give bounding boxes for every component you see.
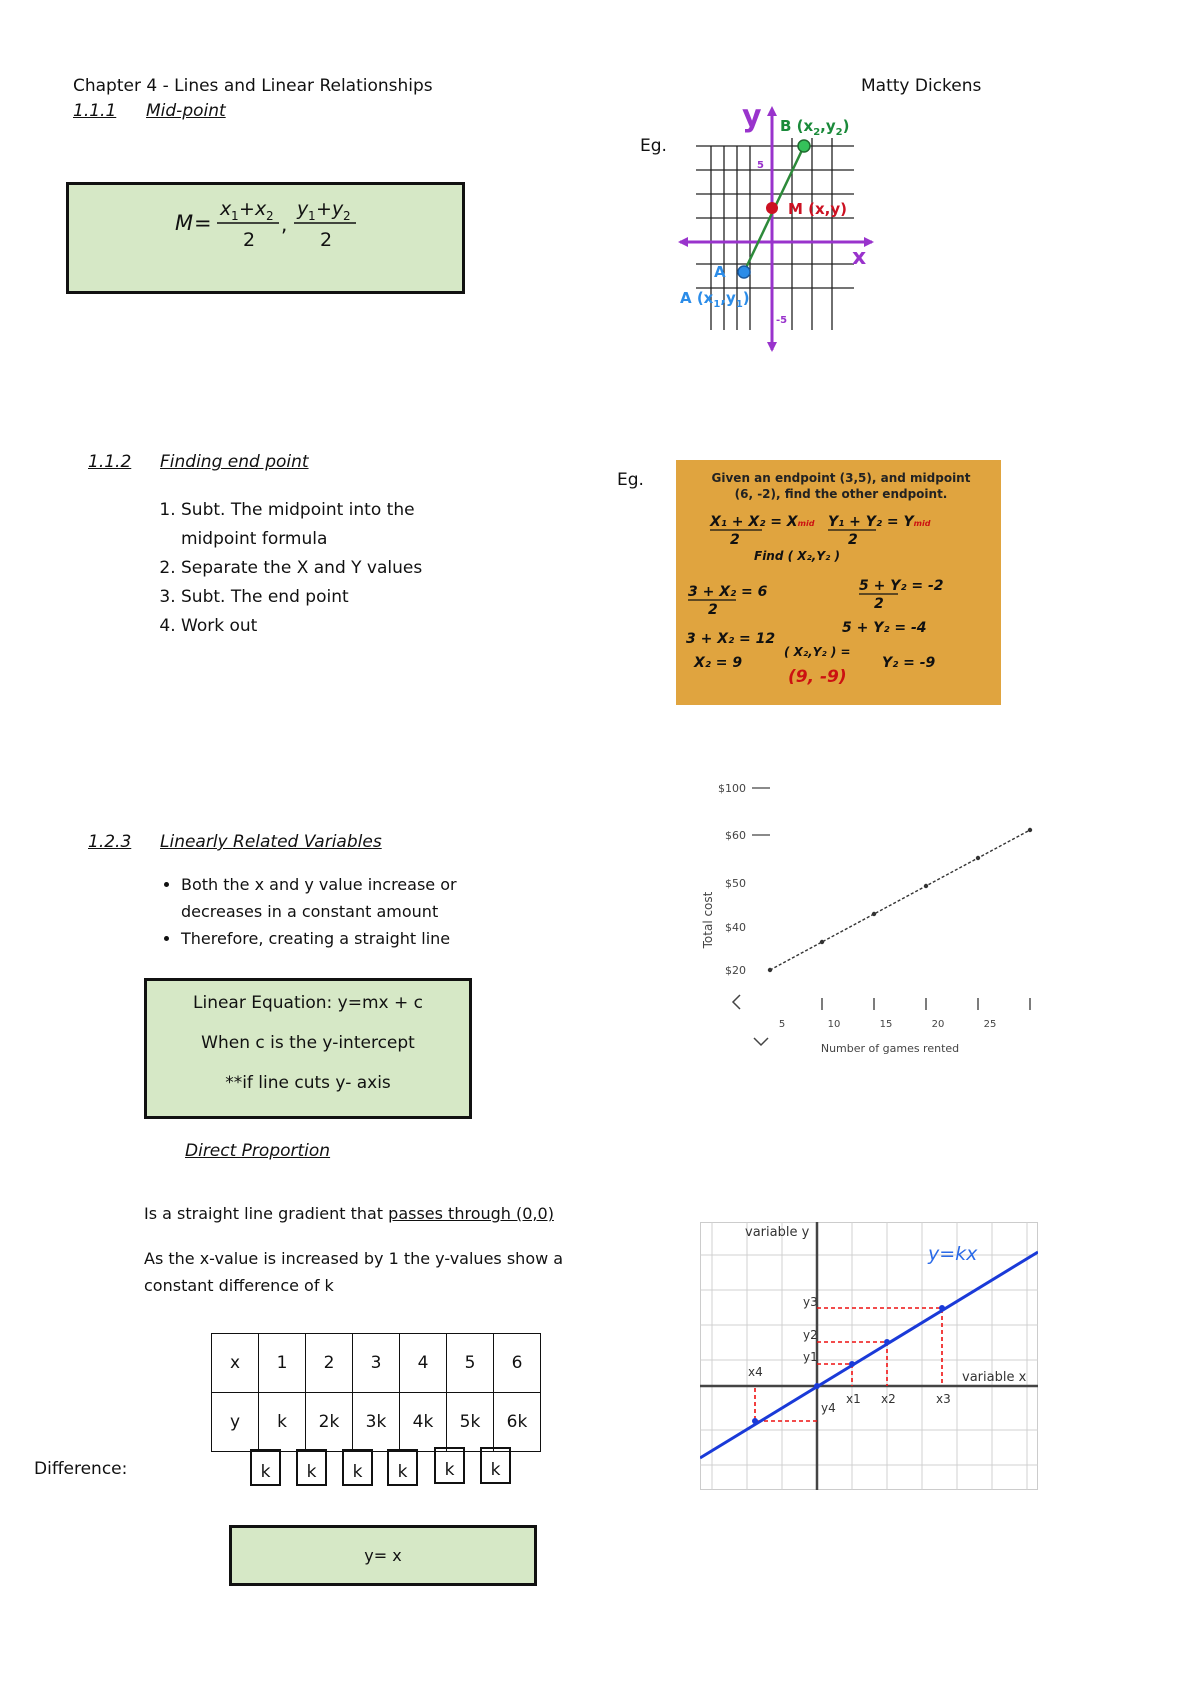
section-heading-linear: Linearly Related Variables [160, 832, 382, 852]
section-heading-midpoint: Mid-point [146, 101, 226, 121]
formula-y1: y [297, 198, 309, 220]
y-axis-label: y [742, 99, 762, 134]
x-tick-label: 15 [879, 1019, 893, 1030]
answer-text: y= x [364, 1546, 402, 1565]
difference-box: k [480, 1447, 511, 1484]
svg-text:5 + Y₂ = -4: 5 + Y₂ = -4 [842, 620, 927, 636]
x-tick-label: 10 [827, 1019, 841, 1030]
x-tick-label: 5 [778, 1019, 786, 1030]
svg-text:( X₂,Y₂ ) =: ( X₂,Y₂ ) = [784, 645, 851, 659]
svg-text:x2: x2 [881, 1392, 896, 1406]
chevron-left-icon [733, 995, 740, 1009]
y-tick-label: $50 [725, 877, 746, 890]
x-axis-label: Number of games rented [820, 1042, 960, 1055]
svg-text:y2: y2 [803, 1328, 818, 1342]
svg-text:2: 2 [874, 596, 884, 612]
table-cell: 5k [447, 1393, 494, 1452]
table-cell: 3 [353, 1334, 400, 1393]
direct-proportion-chart [700, 1222, 1038, 1490]
worked-example [676, 460, 1001, 705]
direct-proportion-heading: Direct Proportion [185, 1141, 331, 1161]
table-cell: 2k [306, 1393, 353, 1452]
svg-text:Find ( X₂,Y₂ ): Find ( X₂,Y₂ ) [754, 549, 840, 563]
svg-text:1: 1 [308, 209, 316, 223]
result-value: (9, -9) [788, 667, 847, 687]
svg-text:2: 2 [266, 209, 274, 223]
formula-x2: x [255, 198, 267, 220]
difference-box: k [434, 1447, 465, 1484]
svg-text:2: 2 [848, 532, 858, 548]
worked-example-card [676, 460, 1001, 705]
svg-text:X₂ = 9: X₂ = 9 [694, 655, 743, 671]
svg-text:3 + X₂ = 6: 3 + X₂ = 6 [688, 584, 768, 600]
label-m: M (x,y) [788, 200, 848, 218]
x-axis-label: variable x [962, 1370, 1027, 1385]
list-item: 2. Separate the X and Y values [181, 554, 475, 583]
point-m [766, 202, 778, 214]
direct-proportion-para1: Is a straight line gradient that passes through (0,0) [144, 1204, 554, 1223]
svg-text:Given an endpoint (3,5), and m: Given an endpoint (3,5), and midpoint [711, 471, 971, 485]
svg-text:5 + Y₂ = -2: 5 + Y₂ = -2 [859, 578, 944, 594]
table-cell: x [212, 1334, 259, 1393]
y-tick-label: $100 [718, 782, 746, 795]
author-name: Matty Dickens [861, 76, 982, 96]
y-axis-label: variable y [745, 1225, 810, 1240]
data-point [768, 968, 772, 972]
table-row [212, 1334, 541, 1393]
formula-x1: x [220, 198, 232, 220]
formula-den1: 2 [243, 229, 256, 251]
svg-text:,: , [281, 212, 288, 236]
label-b: B $(x_2,y_2)$ [780, 117, 850, 138]
table-cell: y [212, 1393, 259, 1452]
section-number-endpoint: 1.1.2 [88, 452, 132, 472]
svg-text:1: 1 [231, 209, 239, 223]
svg-text:x4: x4 [748, 1365, 763, 1379]
direct-proportion-para2: As the x-value is increased by 1 the y-values show a constant difference of k [144, 1249, 564, 1295]
svg-text:y1: y1 [803, 1350, 818, 1364]
table-cell: 6 [494, 1334, 541, 1393]
svg-text:X₁ + X₂ = Xmid: X₁ + X₂ = Xmid [710, 514, 815, 530]
midpoint-formula-box [66, 182, 465, 294]
answer-box [229, 1525, 537, 1586]
data-point [820, 940, 824, 944]
linear-equation-box [144, 978, 472, 1119]
table-cell: 2 [306, 1334, 353, 1393]
svg-text:y4: y4 [821, 1401, 836, 1415]
y-tick-label: $60 [725, 829, 746, 842]
data-point [1028, 828, 1032, 832]
section-number-midpoint: 1.1.1 [73, 101, 117, 121]
midpoint-diagram [676, 98, 886, 353]
svg-text:Y₁ + Y₂ = Ymid: Y₁ + Y₂ = Ymid [828, 514, 931, 530]
svg-text:+: + [316, 198, 332, 220]
y-tick-label: $40 [725, 921, 746, 934]
formula-y2: y [332, 198, 344, 220]
svg-text:=: = [194, 211, 212, 235]
data-point [976, 856, 980, 860]
svg-text:-5: -5 [776, 315, 788, 326]
chevron-down-icon [754, 1038, 768, 1045]
formula-m: M [175, 211, 194, 235]
point-b [798, 140, 810, 152]
list-item: 1. Subt. The midpoint into the midpoint formula [181, 496, 475, 554]
section-heading-endpoint: Finding end point [160, 452, 309, 472]
svg-text:2: 2 [708, 602, 718, 618]
table-cell: 5 [447, 1334, 494, 1393]
svg-text:5: 5 [757, 160, 764, 171]
y-tick-label: $20 [725, 964, 746, 977]
linear-bullets [145, 871, 465, 952]
svg-text:x1: x1 [846, 1392, 861, 1406]
cost-line [770, 830, 1030, 970]
svg-text:y3: y3 [803, 1295, 818, 1309]
list-item: • Therefore, creating a straight line [181, 925, 465, 952]
table-row [212, 1393, 541, 1452]
difference-label: Difference: [34, 1459, 128, 1479]
svg-text:2: 2 [730, 532, 740, 548]
svg-text:3 + X₂ = 12: 3 + X₂ = 12 [686, 631, 776, 647]
point-a [738, 266, 750, 278]
y-axis-label: Total cost [701, 891, 715, 949]
midpoint-formula [69, 185, 468, 297]
table-cell: 3k [353, 1393, 400, 1452]
list-item: • Both the x and y value increase or decreases in a constant amount [181, 871, 465, 925]
difference-box: k [296, 1449, 327, 1486]
endpoint-steps [145, 496, 475, 641]
eg-label-endpoint: Eg. [617, 470, 644, 490]
svg-text:+: + [239, 198, 255, 220]
total-cost-chart [700, 770, 1050, 1060]
table-cell: 1 [259, 1334, 306, 1393]
data-point [872, 912, 876, 916]
data-point [924, 884, 928, 888]
table-cell: 6k [494, 1393, 541, 1452]
section-number-linear: 1.2.3 [88, 832, 132, 852]
axis-note: **if line cuts y- axis [225, 1073, 391, 1093]
difference-box: k [387, 1449, 418, 1486]
table-cell: k [259, 1393, 306, 1452]
svg-text:2: 2 [343, 209, 351, 223]
label-a: A $(x_1,y_1)$ [680, 289, 750, 310]
x-axis-label: x [852, 245, 867, 270]
eg-label-midpoint: Eg. [640, 136, 667, 156]
list-item: 4. Work out [181, 612, 475, 641]
svg-text:Y₂ = -9: Y₂ = -9 [882, 655, 936, 671]
svg-text:x3: x3 [936, 1392, 951, 1406]
document-title: Chapter 4 - Lines and Linear Relationships [73, 76, 433, 96]
line-label: y=kx [928, 1243, 978, 1265]
x-tick-label: 25 [983, 1019, 997, 1030]
x-tick-label: 20 [931, 1019, 945, 1030]
label-a-short: A [714, 263, 726, 281]
kx-table [211, 1333, 541, 1452]
linear-equation: Linear Equation: y=mx + c [193, 993, 423, 1013]
difference-box: k [342, 1449, 373, 1486]
table-cell: 4k [400, 1393, 447, 1452]
svg-text:(6, -2), find the other endpoi: (6, -2), find the other endpoint. [734, 487, 948, 501]
list-item: 3. Subt. The end point [181, 583, 475, 612]
difference-box: k [250, 1449, 281, 1486]
formula-den2: 2 [320, 229, 333, 251]
intercept-note: When c is the y-intercept [201, 1033, 415, 1053]
table-cell: 4 [400, 1334, 447, 1393]
